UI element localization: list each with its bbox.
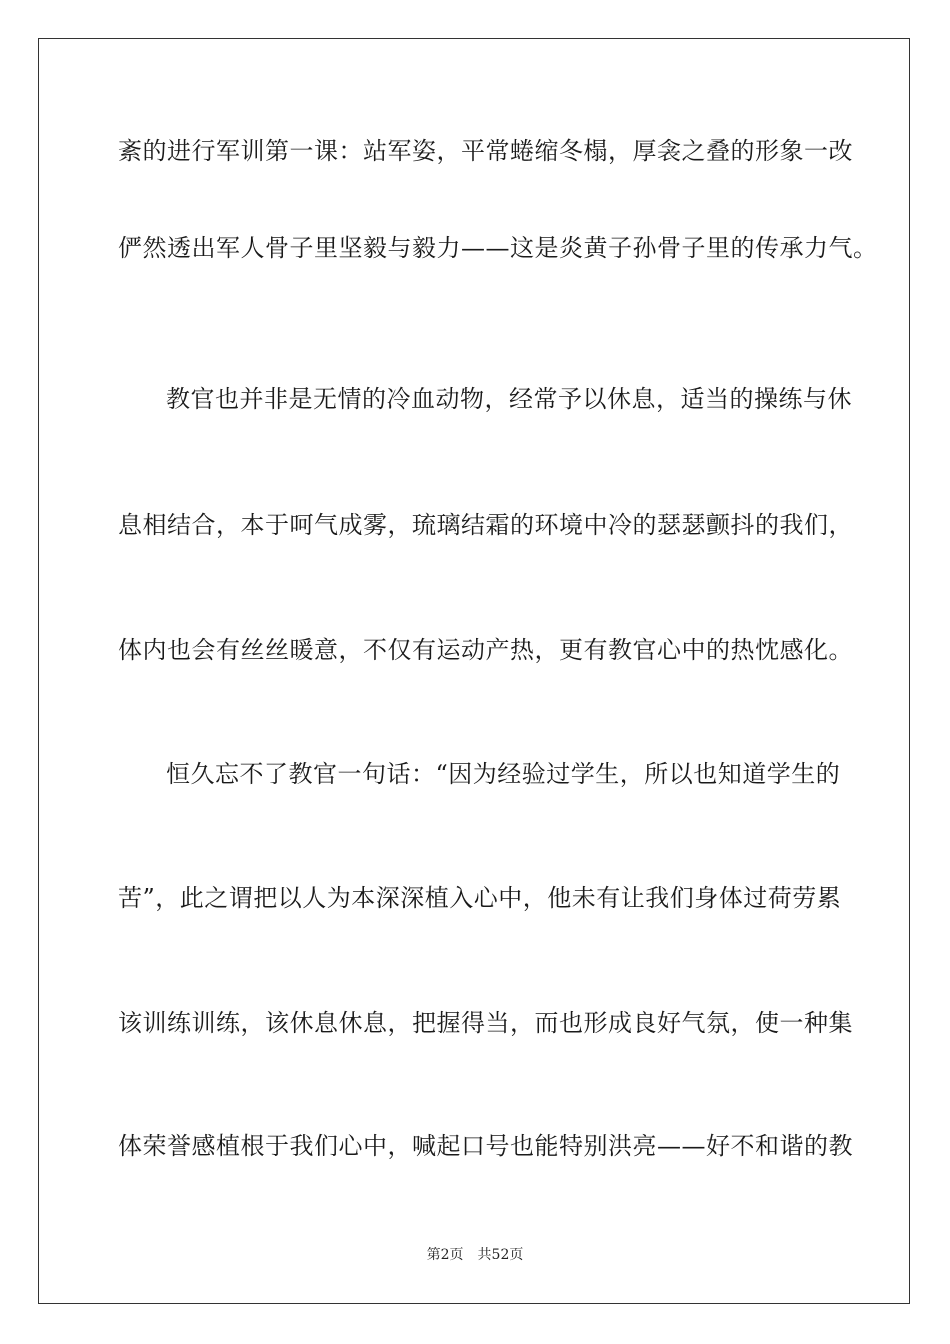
page-border	[38, 38, 910, 1304]
text-line-1: 紊的进行军训第一课：站军姿，平常蜷缩冬榻，厚衾之叠的形象一改	[118, 137, 853, 165]
text-line-7: 苦”，此之谓把以人为本深深植入心中，他未有让我们身体过荷劳累	[118, 884, 842, 912]
text-line-6: 恒久忘不了教官一句话：“因为经验过学生，所以也知道学生的	[166, 760, 841, 788]
page-number-current: 第2页	[426, 1247, 464, 1263]
text-line-5: 体内也会有丝丝暖意，不仅有运动产热，更有教官心中的热忱感化。	[118, 636, 853, 664]
page-footer	[0, 1246, 950, 1264]
page-number-total: 共52页	[477, 1247, 524, 1263]
text-line-9: 体荣誉感植根于我们心中，喊起口号也能特别洪亮——好不和谐的教	[118, 1132, 853, 1160]
text-line-8: 该训练训练，该休息休息，把握得当，而也形成良好气氛，使一种集	[118, 1009, 853, 1037]
text-line-4: 息相结合，本于呵气成雾，琉璃结霜的环境中冷的瑟瑟颤抖的我们，	[118, 511, 853, 539]
text-line-3: 教官也并非是无情的冷血动物，经常予以休息，适当的操练与休	[166, 385, 852, 413]
text-line-2: 俨然透出军人骨子里坚毅与毅力——这是炎黄子孙骨子里的传承力气。	[118, 234, 878, 262]
